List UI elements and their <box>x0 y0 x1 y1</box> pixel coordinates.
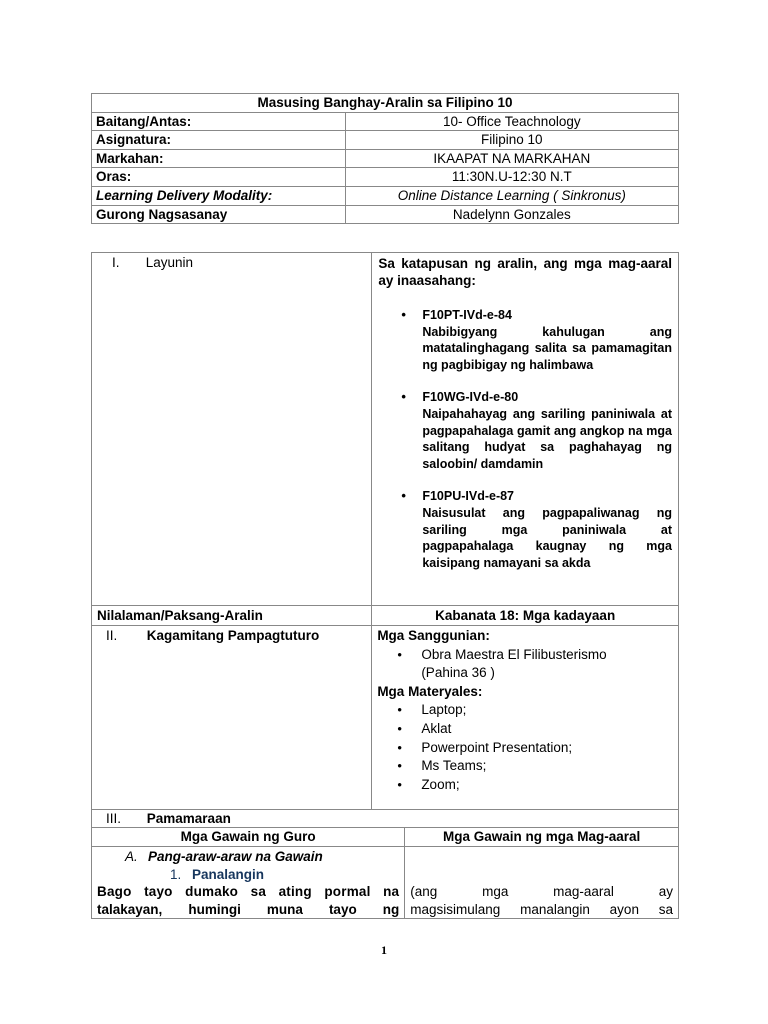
lesson-body-table <box>91 252 679 919</box>
activity-number: 1. <box>170 866 182 882</box>
sanggunian-item: • Obra Maestra El Filibusterismo (Pahina 36 ) <box>377 646 611 683</box>
nilalaman-value: Kabanata 18: Mga kadayaan <box>372 606 679 626</box>
objective-text: Nabibigyang kahulugan ang matatalinghagang salita sa pamamagitan ng pagbibigay ng halimbawa <box>422 324 672 372</box>
objective-text: Naisusulat ang pagpapaliwanag ng sariling mga paniniwala at pagpapahalaga kaugnay ng mga kaisipang namayani sa akda <box>422 505 672 570</box>
header-row <box>92 112 679 131</box>
subsection-a <box>97 848 399 866</box>
objective-code: • F10PU-IVd-e-87 <box>422 489 515 504</box>
magaaral-text-line: magsisimulang manalangin ayon sa <box>410 901 673 917</box>
section-pamamaraan-row <box>92 810 679 828</box>
header-label: Learning Delivery Modality: <box>92 186 346 205</box>
materyales-list <box>377 701 673 794</box>
header-row <box>92 149 679 168</box>
section-number: I. <box>112 255 120 270</box>
objective-code: • F10PT-IVd-e-84 <box>422 308 512 322</box>
activity-title: Panalangin <box>192 866 265 882</box>
header-value: 10- Office Teachnology <box>345 112 678 131</box>
header-label: Baitang/Antas: <box>92 112 346 131</box>
header-value: Online Distance Learning ( Sinkronus) <box>345 186 678 205</box>
materyales-label: Mga Materyales: <box>377 683 483 699</box>
section-number: II. <box>106 628 118 643</box>
materyales-item: • Ms Teams; <box>377 757 673 776</box>
header-label: Markahan: <box>92 149 346 168</box>
section-layunin-row <box>92 253 679 606</box>
header-row <box>92 186 679 205</box>
subsection-title: Pang-araw-araw na Gawain <box>148 849 323 864</box>
pamamaraan-columns-row <box>92 828 679 847</box>
nilalaman-row <box>92 606 679 626</box>
section-kagamitan-content <box>372 626 679 810</box>
guro-text-line: talakayan, humingi muna tayo ng <box>97 901 400 917</box>
materyales-item: • Powerpoint Presentation; <box>377 739 673 758</box>
sanggunian-list <box>377 646 673 683</box>
magaaral-activities <box>405 847 679 919</box>
materyales-item: • Aklat <box>377 720 673 739</box>
section-pamamaraan-label <box>92 810 679 828</box>
objectives-list <box>378 307 672 571</box>
materyales-item: • Laptop; <box>377 701 673 720</box>
materyales-item: • Zoom; <box>377 776 673 795</box>
header-row <box>92 168 679 187</box>
section-layunin-label <box>92 253 372 606</box>
header-value: Filipino 10 <box>345 131 678 150</box>
sanggunian-label: Mga Sanggunian: <box>377 628 490 643</box>
header-value: 11:30N.U-12:30 N.T <box>345 168 678 187</box>
guro-text-line: Bago tayo dumako sa ating pormal na <box>97 884 400 899</box>
section-title: Layunin <box>145 255 194 270</box>
objective-item <box>378 488 672 571</box>
section-kagamitan-label <box>92 626 372 810</box>
col-header-guro: Mga Gawain ng Guro <box>92 828 405 847</box>
nilalaman-label: Nilalaman/Paksang-Aralin <box>92 606 372 626</box>
header-row <box>92 131 679 150</box>
objective-item <box>378 307 672 373</box>
pamamaraan-content-row <box>92 847 679 919</box>
guro-activities <box>92 847 405 919</box>
header-value: Nadelynn Gonzales <box>345 205 678 224</box>
section-kagamitan-row <box>92 626 679 810</box>
header-label: Asignatura: <box>92 131 346 150</box>
section-layunin-content <box>372 253 679 606</box>
header-row <box>92 205 679 224</box>
section-title: Kagamitang Pampagtuturo <box>146 628 320 643</box>
magaaral-text-line: (ang mga mag-aaral ay <box>410 884 673 899</box>
page-number: 1 <box>381 943 387 957</box>
section-title: Pamamaraan <box>146 811 231 826</box>
objectives-intro: Sa katapusan ng aralin, ang mga mag-aaral ay inaasahang: <box>378 256 672 288</box>
section-number: III. <box>106 811 122 826</box>
activity-item <box>97 866 399 884</box>
header-label: Gurong Nagsasanay <box>92 205 346 224</box>
objective-item <box>378 389 672 472</box>
col-header-magaaral: Mga Gawain ng mga Mag-aaral <box>405 828 679 847</box>
objective-text: Naipahahayag ang sariling paniniwala at pagpapahalaga gamit ang angkop na mga salitang hudyat sa paghahayag ng saloobin/ damdamin <box>422 406 672 471</box>
lesson-plan-title: Masusing Banghay-Aralin sa Filipino 10 <box>92 94 679 113</box>
objective-code: • F10WG-IVd-e-80 <box>422 390 519 405</box>
subsection-letter: A. <box>125 849 138 864</box>
header-label: Oras: <box>92 168 346 187</box>
lesson-header-table <box>91 93 679 224</box>
header-value: IKAAPAT NA MARKAHAN <box>345 149 678 168</box>
